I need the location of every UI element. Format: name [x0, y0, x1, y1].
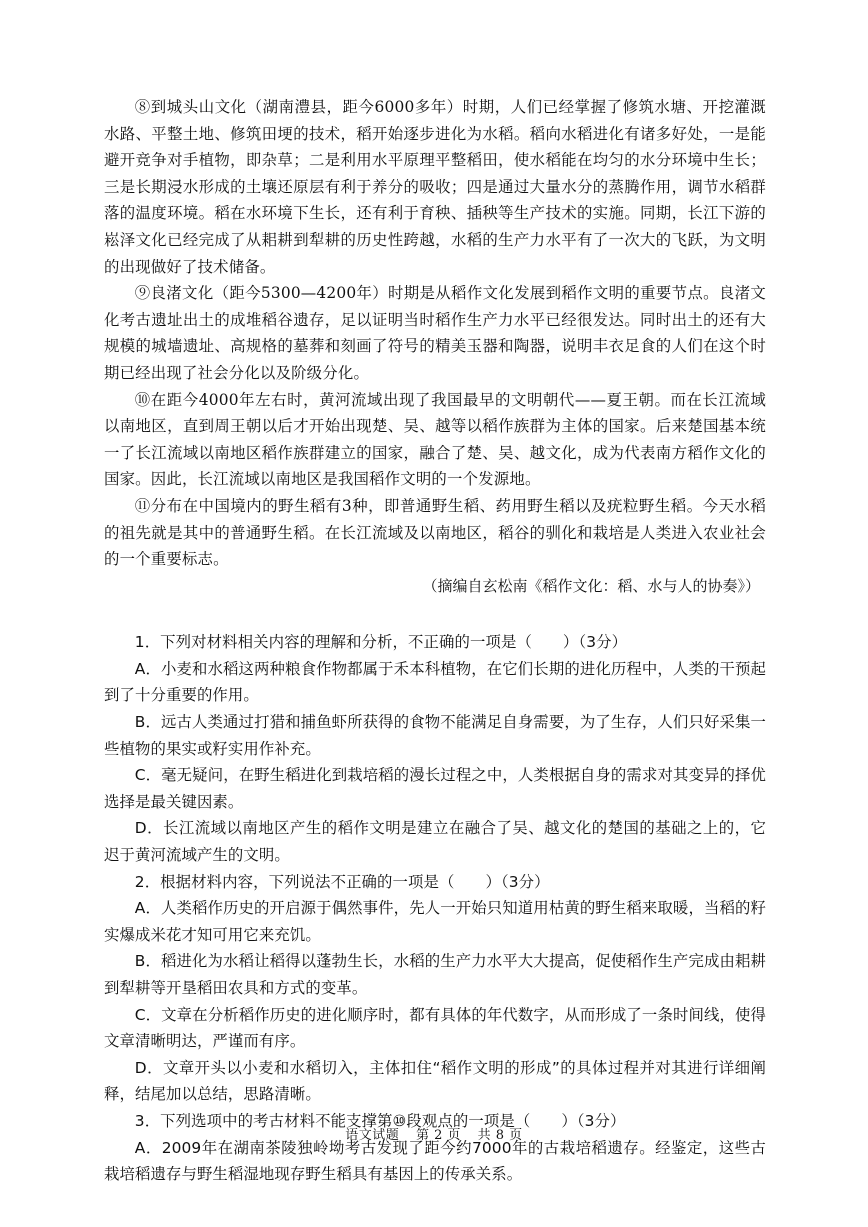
- question-stem: 1．下列对材料相关内容的理解和分析，不正确的一项是（ ）（3分）: [134, 633, 628, 652]
- page-footer: [0, 1124, 868, 1143]
- question-list: [104, 629, 766, 1187]
- option-c: C．毫无疑问，在野生稻进化到栽培稻的漫长过程之中，人类根据自身的需求对其变异的择优选择是最关键因素。: [104, 766, 766, 811]
- option-d: D．长江流域以南地区产生的稻作文明是建立在融合了吴、越文化的楚国的基础之上的，它迟于黄河流域产生的文明。: [104, 819, 766, 865]
- question-1: [104, 629, 766, 868]
- passage-paragraph-10: ⑩在距今4000年左右时，黄河流域出现了我国最早的文明朝代——夏王朝。而在长江流域以南地区，直到周王朝以后才开始出现楚、吴、越等以稻作族群为主体的国家。后来楚国基本统一了长江流域以南地区稻作族群建立的国家，融合了楚、吴、越文化，成为代表南方稻作文化的国家。因此，长江流域以南地区是我国稻作文明的一个发源地。: [104, 390, 766, 489]
- option-d: D．文章开头以小麦和水稻切入，主体扣住“稻作文明的形成”的具体过程并对其进行详细阐释，结尾加以总结，思路清晰。: [104, 1058, 766, 1104]
- option-c: C．文章在分析稻作历史的进化顺序时，都有具体的年代数字，从而形成了一条时间线，使得文章清晰明达，严谨而有序。: [104, 1005, 766, 1051]
- passage-paragraph-8: ⑧到城头山文化（湖南澧县，距今6000多年）时期，人们已经掌握了修筑水塘、开挖灌溉水路、平整土地、修筑田埂的技术，稻开始逐步进化为水稻。稻向水稻进化有诸多好处，一是能避开竞争对手植物，即杂草；二是利用水平原理平整稻田，使水稻能在均匀的水分环境中生长；三是长期浸水形成的土壤还原层有利于养分的吸收；四是通过大量水分的蒸腾作用，调节水稻群落的温度环境。稻在水环境下生长，还有利于育秧、插秧等生产技术的实施。同期，长江下游的崧泽文化已经完成了从耜耕到犁耕的历史性跨越，水稻的生产力水平有了一次大的飞跃，为文明的出现做好了技术储备。: [104, 98, 766, 276]
- question-stem: 2．根据材料内容，下列说法不正确的一项是（ ）（3分）: [134, 872, 550, 891]
- option-a: A．小麦和水稻这两种粮食作物都属于禾本科植物，在它们长期的进化历程中，人类的干预起到了十分重要的作用。: [104, 659, 766, 705]
- passage-paragraph-9: ⑨良渚文化（距今5300—4200年）时期是从稻作文化发展到稻作文明的重要节点。良渚文化考古遗址出土的成堆稻谷遗存，足以证明当时稻作生产力水平已经很发达。同时出土的还有大规模的城墙遗址、高规格的墓葬和刻画了符号的精美玉器和陶器，说明丰衣足食的人们在这个时期已经出现了社会分化以及阶级分化。: [104, 284, 766, 382]
- passage-paragraph-11: ⑪分布在中国境内的野生稻有3种，即普通野生稻、药用野生稻以及疣粒野生稻。今天水稻的祖先就是其中的普通野生稻。在长江流域及以南地区，稻谷的驯化和栽培是人类进入农业社会的一个重要标志。: [104, 496, 766, 569]
- footer-total-pages: 共 8 页: [477, 1128, 523, 1143]
- option-a: A．人类稻作历史的开启源于偶然事件，先人一开始只知道用枯黄的野生稻来取暖，当稻的籽实爆成米花才知可用它来充饥。: [104, 899, 766, 944]
- question-stem: 3．下列选项中的考古材料不能支撑第⑩段观点的一项是（ ）（3分）: [134, 1111, 626, 1130]
- reading-passage: [104, 94, 766, 599]
- passage-source: （摘编自玄松南《稻作文化：稻、水与人的协奏》）: [422, 576, 760, 595]
- option-b: B．远古人类通过打猎和捕鱼虾所获得的食物不能满足自身需要，为了生存，人们只好采集一些植物的果实或籽实用作补充。: [104, 713, 766, 758]
- exam-page: [104, 94, 766, 1188]
- footer-subject: 语文试题: [345, 1128, 400, 1143]
- footer-page-number: 第 2 页: [415, 1128, 461, 1143]
- option-b: B．稻进化为水稻让稻得以蓬勃生长，水稻的生产力水平大大提高，促使稻作生产完成由耜耕到犁耕等开垦稻田农具和方式的变革。: [104, 952, 766, 997]
- option-a: A．2009年在湖南茶陵独岭坳考古发现了距今约7000年的古栽培稻遗存。经鉴定，这些古栽培稻遗存与野生稻湿地现存野生稻具有基因上的传承关系。: [104, 1138, 766, 1184]
- question-3: [104, 1108, 766, 1188]
- question-2: [104, 869, 766, 1108]
